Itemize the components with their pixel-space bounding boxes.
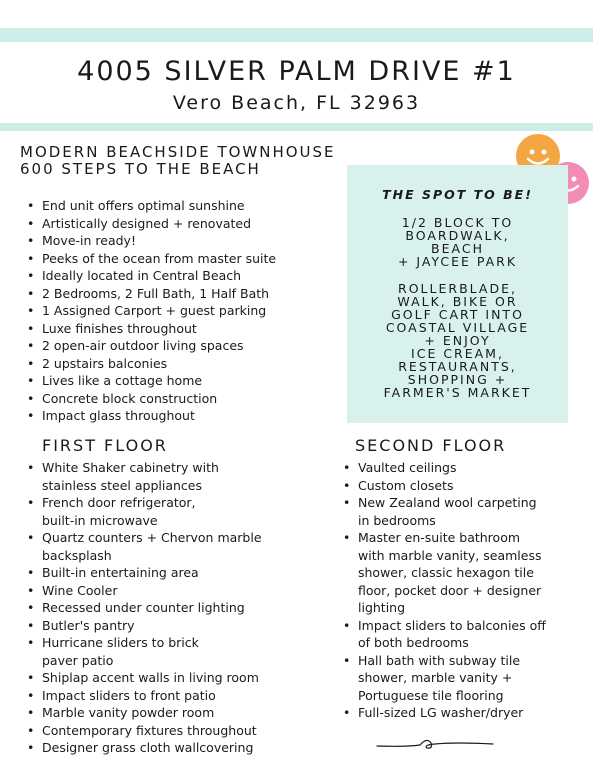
- list-item: • Butler's pantry: [22, 617, 342, 635]
- list-item: • Hurricane sliders to brick paver patio: [22, 634, 342, 669]
- list-item: • End unit offers optimal sunshine: [22, 197, 342, 215]
- list-item: • Artistically designed + renovated: [22, 215, 342, 233]
- list-item: • Designer grass cloth wallcovering: [22, 739, 342, 757]
- list-item: • Ideally located in Central Beach: [22, 267, 342, 285]
- spot-block-activities: ROLLERBLADE, WALK, BIKE OR GOLF CART INTO COASTAL VILLAGE + ENJOY ICE CREAM, RESTAURANTS, SHOPPING + FARMER'S MARKET: [383, 281, 532, 400]
- list-item: • Shiplap accent walls in living room: [22, 669, 342, 687]
- first-floor-list: [22, 459, 342, 757]
- first-floor-heading: FIRST FLOOR: [42, 436, 168, 455]
- spot-callout: [347, 165, 568, 423]
- top-accent-bar: [0, 28, 593, 42]
- list-item: • Concrete block construction: [22, 390, 342, 408]
- feature-list: [22, 197, 342, 425]
- list-item: • 2 Bedrooms, 2 Full Bath, 1 Half Bath: [22, 285, 342, 303]
- list-item: • Lives like a cottage home: [22, 372, 342, 390]
- property-address: 4005 SILVER PALM DRIVE #1: [77, 56, 516, 87]
- list-item: • Peeks of the ocean from master suite: [22, 250, 342, 268]
- spot-title: THE SPOT TO BE!: [382, 187, 533, 202]
- list-item: • Hall bath with subway tile shower, marble vanity + Portuguese tile flooring: [338, 652, 583, 705]
- list-item: • Luxe finishes throughout: [22, 320, 342, 338]
- headline: MODERN BEACHSIDE TOWNHOUSE 600 STEPS TO THE BEACH: [20, 143, 336, 178]
- list-item: • Impact sliders to balconies off of both bedrooms: [338, 617, 583, 652]
- list-item: • Impact sliders to front patio: [22, 687, 342, 705]
- list-item: • Built-in entertaining area: [22, 564, 342, 582]
- list-item: • Full-sized LG washer/dryer: [338, 704, 583, 722]
- list-item: • Quartz counters + Chervon marble backsplash: [22, 529, 342, 564]
- list-item: • Recessed under counter lighting: [22, 599, 342, 617]
- second-floor-heading: SECOND FLOOR: [355, 436, 507, 455]
- list-item: • 1 Assigned Carport + guest parking: [22, 302, 342, 320]
- list-item: • French door refrigerator, built-in microwave: [22, 494, 342, 529]
- list-item: • Wine Cooler: [22, 582, 342, 600]
- list-item: • Vaulted ceilings: [338, 459, 583, 477]
- middle-accent-bar: [0, 123, 593, 131]
- squiggle-divider: [375, 735, 495, 755]
- list-item: • Marble vanity powder room: [22, 704, 342, 722]
- list-item: • White Shaker cabinetry with stainless steel appliances: [22, 459, 342, 494]
- list-item: • New Zealand wool carpeting in bedrooms: [338, 494, 583, 529]
- list-item: • Custom closets: [338, 477, 583, 495]
- property-city: Vero Beach, FL 32963: [172, 92, 421, 114]
- list-item: • Move-in ready!: [22, 232, 342, 250]
- list-item: • Contemporary fixtures throughout: [22, 722, 342, 740]
- spot-block-location: 1/2 BLOCK TO BOARDWALK, BEACH + JAYCEE PARK: [397, 215, 518, 269]
- second-floor-list: [338, 459, 583, 722]
- list-item: • Impact glass throughout: [22, 407, 342, 425]
- list-item: • 2 upstairs balconies: [22, 355, 342, 373]
- list-item: • 2 open-air outdoor living spaces: [22, 337, 342, 355]
- list-item: • Master en-suite bathroom with marble vanity, seamless shower, classic hexagon tile floor, pocket door + designer lighting: [338, 529, 583, 617]
